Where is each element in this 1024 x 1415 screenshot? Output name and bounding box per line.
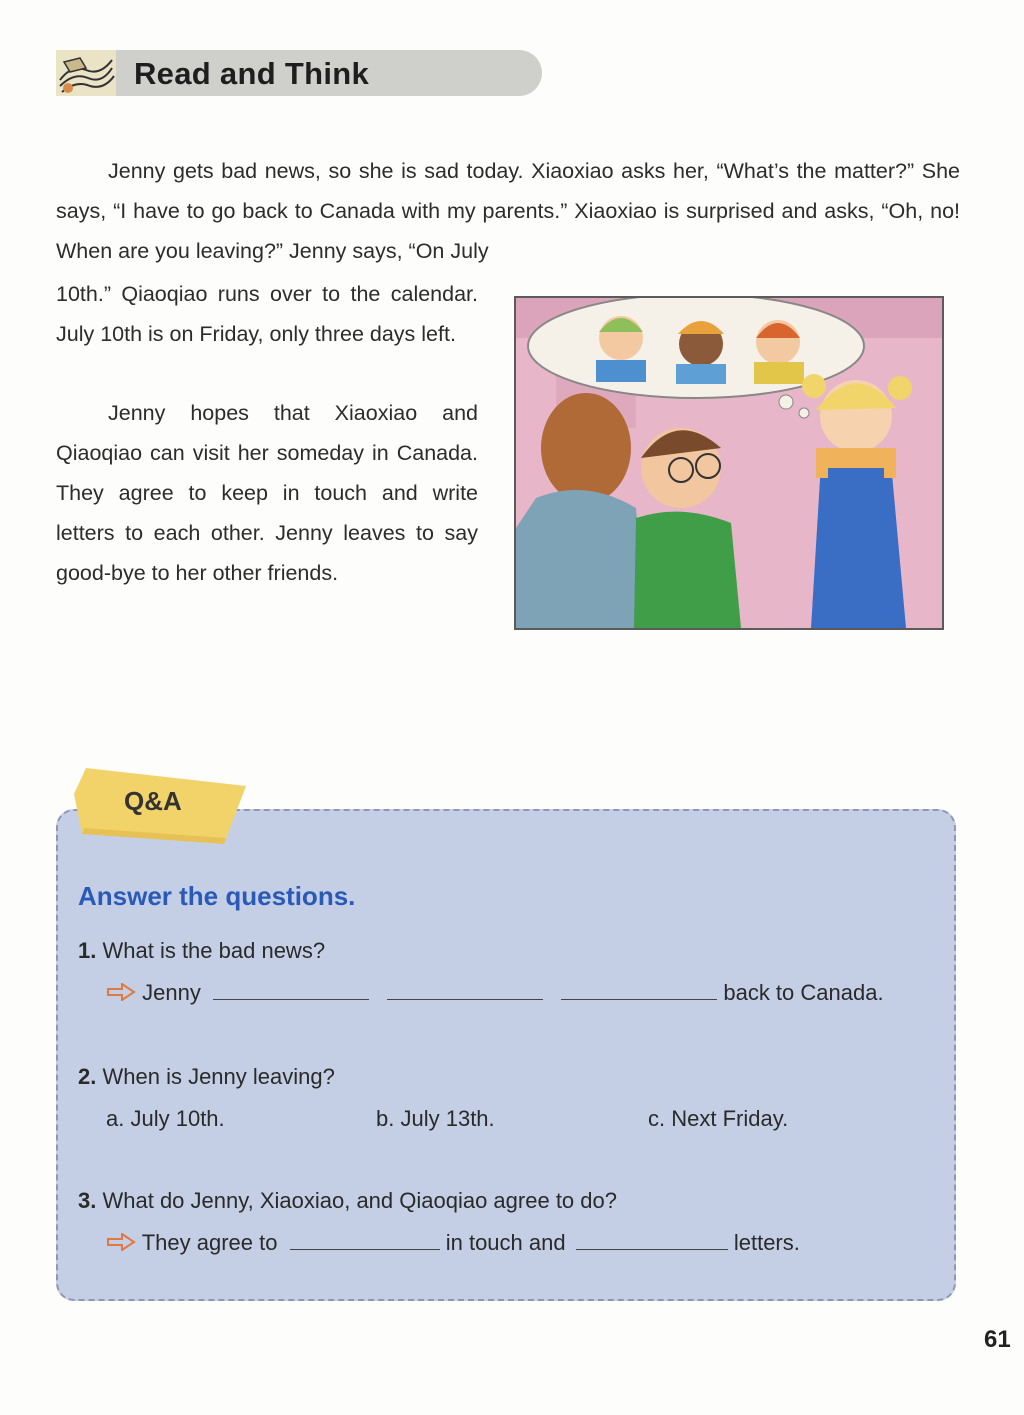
question-number: 3. [78,1188,97,1213]
question-number: 1. [78,938,97,963]
page-number: 61 [984,1326,1011,1353]
qa-instruction: Answer the questions. [78,881,356,911]
arrow-right-icon [106,1229,136,1259]
question-text: What do Jenny, Xiaoxiao, and Qiaoqiao agree to do? [102,1188,617,1213]
reading-paragraph-1-continued: 10th.” Qiaoqiao runs over to the calendar. July 10th is on Friday, only three days left. [56,282,478,346]
question-text: What is the bad news? [102,938,326,963]
answer-blank[interactable] [213,981,369,1000]
story-illustration [514,296,944,630]
question-2 [78,1062,335,1092]
answer-line-1 [106,978,884,1009]
answer-blank[interactable] [290,1231,440,1250]
answer-line-3 [106,1228,800,1259]
option-letter: a. [106,1106,125,1131]
answer-prefix: They agree to [141,1230,278,1255]
option-text: Next Friday. [671,1106,789,1131]
option-text: July 10th. [130,1106,225,1131]
question-1 [78,936,325,966]
answer-suffix: letters. [733,1230,800,1255]
question-text: When is Jenny leaving? [102,1064,335,1089]
question-3 [78,1186,617,1216]
qa-tab-label: Q&A [124,786,182,816]
answer-blank[interactable] [387,981,543,1000]
answer-blank[interactable] [561,981,717,1000]
option-letter: b. [376,1106,395,1131]
section-title: Read and Think [134,56,370,91]
answer-suffix: back to Canada. [723,980,884,1005]
option-c[interactable] [648,1104,788,1134]
answer-prefix: Jenny [142,980,201,1005]
notebook-icon [56,50,116,96]
reading-paragraph-1: Jenny gets bad news, so she is sad today. Xiaoxiao asks her, “What’s the matter?” She says, “I have to go back to Canada with my parents.” Xiaoxiao is surprised and asks, “Oh, no! When are you leaving?” Jenny says, “On July [56,159,960,263]
reading-paragraph-2: Jenny hopes that Xiaoxiao and Qiaoqiao can visit her someday in Canada. They agree to keep in touch and write letters to each other. Jenny leaves to say good-bye to her other friends. [56,401,478,585]
question-number: 2. [78,1064,97,1089]
option-letter: c. [648,1106,666,1131]
option-a[interactable] [106,1104,225,1134]
answer-middle: in touch and [445,1230,566,1255]
option-b[interactable] [376,1104,495,1134]
option-text: July 13th. [400,1106,495,1131]
answer-blank[interactable] [576,1231,728,1250]
arrow-right-icon [106,979,136,1009]
